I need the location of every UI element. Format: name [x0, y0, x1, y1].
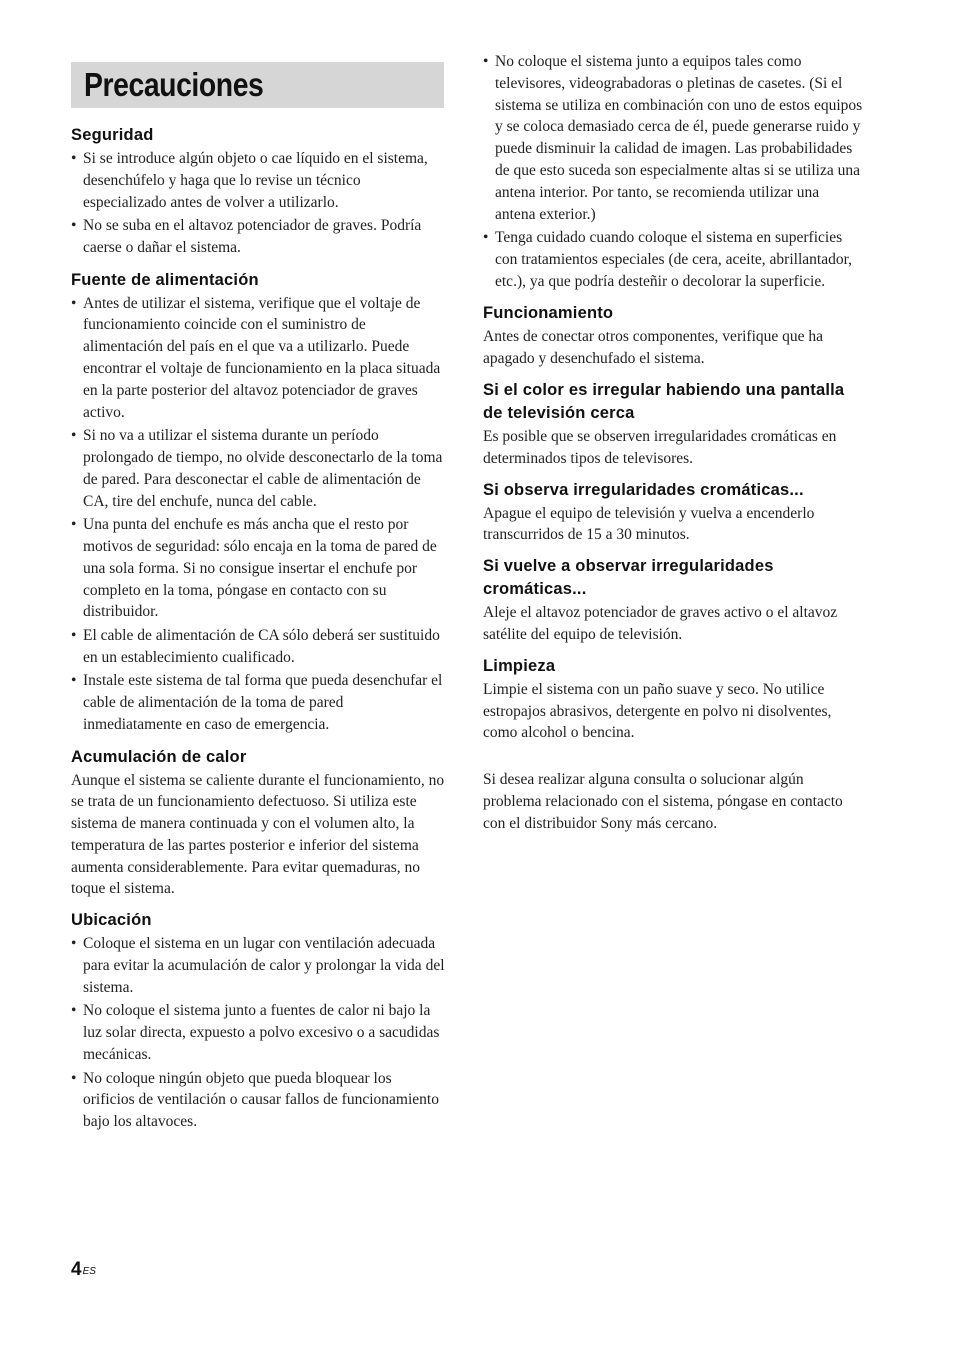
list-item: • Si no va a utilizar el sistema durante un período prolongado de tiempo, no olvide desconectarlo de la toma de pared. Para desconectar el cable de alimentación de CA, tire del enchufe, nunca del cable. — [71, 427, 443, 510]
page-title: Precauciones — [84, 66, 264, 103]
bullet-icon: • — [71, 427, 77, 445]
section-ubicacion — [71, 909, 445, 1133]
calor-text: Aunque el sistema se caliente durante el funcionamiento, no se trata de un funcionamiento defectuoso. Si utiliza este sistema de manera continuada y con el volumen alto, la temperatura de las partes posterior e inferior del sistema aumenta considerablemente. Para evitar quemaduras, no toque el sistema. — [71, 771, 445, 898]
section-fuente — [71, 269, 445, 736]
funcionamiento-text: Antes de conectar otros componentes, verifique que ha apagado y desenchufado el sistema. — [483, 328, 824, 368]
bullet-icon: • — [483, 229, 489, 247]
list-item: • Tenga cuidado cuando coloque el sistema en superficies con tratamientos especiales (de cera, aceite, abrillantador, etc.), ya que podría desteñir o decolorar la superficie. — [483, 229, 852, 290]
section-calor — [71, 746, 445, 901]
heading-color-irregular: Si el color es irregular habiendo una pantalla de televisión cerca — [483, 380, 845, 422]
heading-calor: Acumulación de calor — [71, 747, 247, 766]
section-observa — [483, 479, 863, 547]
heading-fuente: Fuente de alimentación — [71, 270, 259, 289]
heading-funcionamiento: Funcionamiento — [483, 304, 614, 323]
list-ubicacion-cont — [483, 51, 863, 293]
list-ubicacion — [71, 933, 445, 1133]
bullet-icon: • — [71, 294, 77, 312]
bullet-icon: • — [71, 672, 77, 690]
limpieza-text: Limpie el sistema con un paño suave y seco. No utilice estropajos abrasivos, detergente en polvo ni disolventes, como alcohol o bencina. — [483, 680, 832, 742]
list-item: • Una punta del enchufe es más ancha que el resto por motivos de seguridad: sólo encaja en la toma de pared de una sola forma. Si no consigue insertar el enchufe por completo en la toma, póngase en contacto con su distribuidor. — [71, 516, 437, 621]
bullet-icon: • — [71, 150, 77, 167]
section-seguridad — [71, 124, 445, 259]
bullet-icon: • — [71, 1002, 77, 1020]
consulta-text: Si desea realizar alguna consulta o solucionar algún problema relacionado con el sistema, póngase en contacto con el distribuidor Sony más cercano. — [483, 771, 843, 832]
bullet-icon: • — [71, 516, 77, 534]
list-item: • Si se introduce algún objeto o cae líquido en el sistema, desenchúfelo y haga que lo revise un técnico especializado antes de volver a utilizarlo. — [71, 150, 428, 211]
bullet-icon: • — [71, 1069, 77, 1087]
heading-seguridad: Seguridad — [71, 126, 154, 144]
heading-observa: Si observa irregularidades cromáticas... — [483, 480, 804, 499]
section-color-irregular — [483, 379, 863, 470]
list-item: • No se suba en el altavoz potenciador de graves. Podría caerse o dañar el sistema. — [71, 217, 422, 256]
heading-limpieza: Limpieza — [483, 656, 556, 675]
list-seguridad — [71, 148, 445, 259]
title-band — [71, 62, 444, 108]
list-item: • Antes de utilizar el sistema, verifique que el voltaje de funcionamiento coincide con el suministro de alimentación del país en el que va a utilizarlo. Puede encontrar el voltaje de funcionamiento en la placa situada en la parte posterior del altavoz potenciador de graves activo. — [71, 294, 441, 421]
heading-ubicacion: Ubicación — [71, 911, 152, 930]
list-item: • No coloque ningún objeto que pueda bloquear los orificios de ventilación o causar fallos de funcionamiento bajo los altavoces. — [71, 1069, 439, 1131]
vuelve-text: Aleje el altavoz potenciador de graves activo o el altavoz satélite del equipo de televisión. — [483, 604, 838, 643]
list-fuente — [71, 293, 445, 736]
bullet-icon: • — [71, 626, 77, 644]
page-number: $4^{ES}$ — [71, 1259, 96, 1280]
section-vuelve — [483, 555, 863, 646]
heading-vuelve: Si vuelve a observar irregularidades cromáticas... — [483, 557, 774, 599]
page-language-suffix: ES — [82, 1266, 96, 1277]
color-irregular-text: Es posible que se observen irregularidades cromáticas en determinados tipos de televisores. — [483, 427, 837, 467]
right-column — [483, 51, 863, 835]
list-item: • Coloque el sistema en un lugar con ventilación adecuada para evitar la acumulación de calor y prolongar la vida del sistema. — [71, 935, 445, 996]
list-item: • No coloque el sistema junto a fuentes de calor ni bajo la luz solar directa, expuesto a polvo excesivo o a sacudidas mecánicas. — [71, 1002, 440, 1064]
list-item: • El cable de alimentación de CA sólo deberá ser sustituido en un establecimiento cualificado. — [71, 626, 440, 666]
list-item: • No coloque el sistema junto a equipos tales como televisores, videograbadoras o pletinas de casetes. (Si el sistema se utiliza en combinación con uno de estos equipos y se coloca demasiado cerca de él, puede generarse ruido y puede disminuir la calidad de imagen. Las probabilidades de que esto suceda son especialmente altas si se utiliza una antena interior. Por tanto, se recomienda utilizar una antena exterior.) — [483, 53, 863, 223]
observa-text: Apague el equipo de televisión y vuelva a encenderlo transcurridos de 15 a 30 minutos. — [483, 504, 815, 544]
bullet-icon: • — [71, 217, 77, 235]
section-limpieza — [483, 655, 863, 744]
section-funcionamiento — [483, 302, 863, 370]
bullet-icon: • — [483, 53, 489, 70]
bullet-icon: • — [71, 935, 77, 953]
left-column — [71, 124, 445, 1135]
list-item: • Instale este sistema de tal forma que pueda desenchufar el cable de alimentación de la toma de pared inmediatamente en caso de emergencia. — [71, 672, 443, 733]
